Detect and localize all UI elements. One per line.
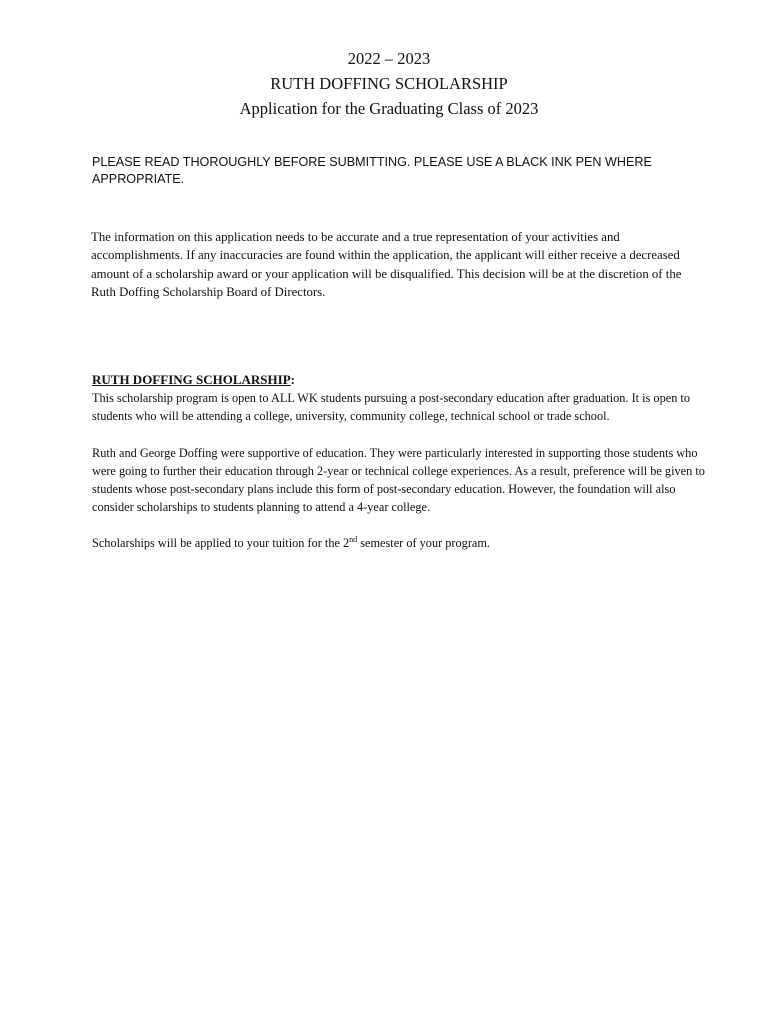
eligibility-paragraph: This scholarship program is open to ALL WK students pursuing a post-secondary education after graduation. It is open to students who will be attending a college, university, community college, technical school or trade school.	[92, 391, 690, 423]
background-paragraph: Ruth and George Doffing were supportive of education. They were particularly interested in supporting those students who were going to further their education through 2-year or technical college experiences. As a result, preference will be given to students whose post-secondary plans include this form of post-secondary education. However, the foundation will also consider scholarships to students planning to attend a 4-year college.	[92, 446, 705, 514]
accuracy-notice: The information on this application needs to be accurate and a true representation of your activities and accomplishments. If any inaccuracies are found within the application, the applicant will either receive a decreased amount of a scholarship award or your application will be disqualified. This decision will be at the discretion of the Ruth Doffing Scholarship Board of Directors.	[91, 230, 682, 299]
tuition-text-start: Scholarships will be applied to your tuition for the 2	[92, 536, 350, 550]
section-heading-text: RUTH DOFFING SCHOLARSHIP	[92, 372, 291, 387]
tuition-paragraph	[92, 534, 708, 552]
tuition-text-end: semester of your program.	[357, 536, 491, 550]
year-range: 2022 – 2023	[347, 49, 431, 68]
ordinal-suffix: nd	[349, 534, 358, 544]
section-heading	[92, 371, 295, 389]
instructions-notice: PLEASE READ THOROUGHLY BEFORE SUBMITTING. PLEASE USE A BLACK INK PEN WHERE APPROPRIATE.	[92, 155, 652, 186]
application-subtitle: Application for the Graduating Class of 2023	[239, 99, 539, 118]
scholarship-title: RUTH DOFFING SCHOLARSHIP	[270, 74, 508, 93]
title-block	[0, 46, 770, 121]
section-heading-colon: :	[290, 372, 295, 387]
